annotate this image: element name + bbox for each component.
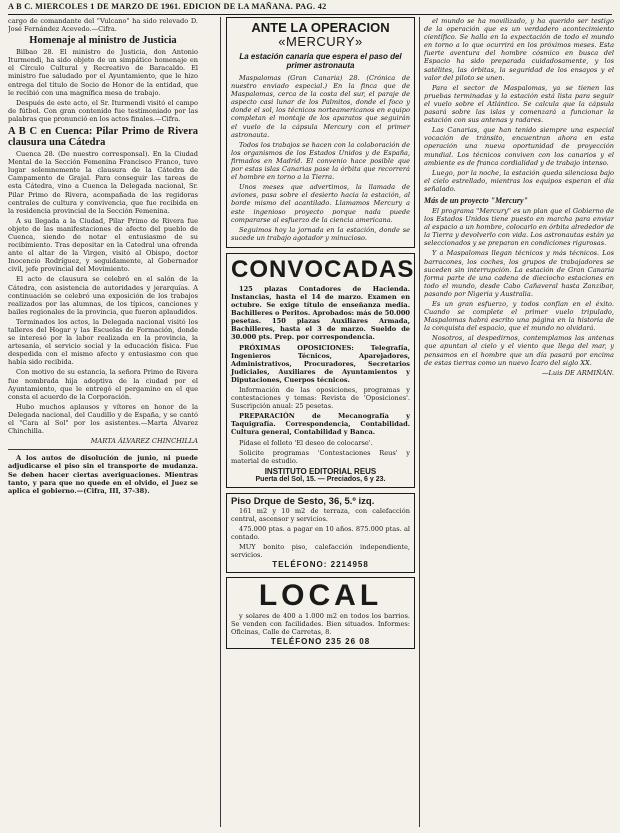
local-ad-title: LOCAL [258, 578, 383, 612]
article-paragraph: A los autos de disolución de junio, ni puede adjudicarse el piso sin el transporte de mudanza. Se deben hacer ciertas averiguaciones. Mientras tanto, y para que no quede en el olvido, el Juez se aplica el gobierno.—(Cifra, III, 37-38). [8, 454, 198, 495]
article-paragraph: Las Canarias, que han tenido siempre una especial vocación de tránsito, encuentran ahora en esta operación una nueva oportunidad de proyección mundial. Los técnicos conviven con los canarios y el ambiente es de franca cordialidad y de trabajo intenso. [424, 126, 614, 167]
article-paragraph: Cuenca 28. (De nuestro corresponsal). En la Ciudad Mental de la Sección Femenina Francisco Franco, tuvo lugar solemnemente la clausura de la Cátedra de Campamento de Grajal. Para conseguir las tareas de esta Cátedra, vino a Cuenca la Delegada nacional, Sr. Pilar Primo de Rivera, acompañada de las regidoras centrales de cultura y convivencia, que fue recibida en la residencia provincial de la Sección Femenina. [8, 150, 198, 215]
ad-paragraph: 161 m2 y 10 m2 de terraza, con calefacción central, ascensor y servicios. [231, 506, 410, 523]
article-paragraph: Unos meses que advertimos, la llamada de aviones, pasa sobre el desierto hacia la estación, al borde mismo del acantilado. Llamamos Mercury a este ingenioso proyecto porque nada puede compararse al esfuerzo de la ciencia americana. [231, 183, 410, 224]
mercury-article-box [226, 17, 415, 248]
local-ad-phone: TELÉFONO 235 26 08 [270, 636, 371, 646]
article-paragraph: Todos los trabajos se hacen con la colaboración de los organismos de los Estados Unidos y de España, firmados en Madrid. El convenio hace posible que por estas islas Canarias pase la órbita que recorrerá el hombre en torno a la Tierra. [231, 140, 410, 182]
article-paragraph: Es un gran esfuerzo, y todos confían en el éxito. Cuando se complete el primer vuelo tripulado, Maspalomas habrá escrito una página en la historia de la conquista del espacio, que el mundo no olvidará. [424, 300, 614, 333]
ad-address: Puerta del Sol, 15. — Preciados, 6 y 23. [255, 475, 386, 483]
page-header: A B C. MIERCOLES 1 DE MARZO DE 1961. EDICION DE LA MAÑANA. PAG. 42 [8, 2, 612, 15]
article-paragraph: Con motivo de su estancia, la señora Primo de Rivera fue nombrada hija adoptiva de la ciudad por el Ayuntamiento, que le entregó el pergamino en el que consta el acuerdo de la Corporación. [8, 368, 198, 401]
article-paragraph: el mundo se ha movilizado, y ha querido ser testigo de la operación que es un verdadero acontecimiento científico. Se halla en la expectación de todo el mundo en torno a lo que ocurrirá en los próximos meses. Esta fuerte aventura del hombre cósmico en busca del Espacio ha sido preparada cuidadosamente, y los satélites, las órbitas, la seguridad de los ensayos y el valor del piloto se unen. [424, 17, 614, 82]
mercury-subheadline: «MERCURY» [278, 34, 363, 49]
column-center [226, 17, 415, 827]
ad-paragraph: 475.000 ptas. a pagar en 10 años. 875.000 ptas. al contado. [231, 525, 410, 542]
article-subheading: Más de un proyecto "Mercury" [424, 195, 528, 205]
article-paragraph: Nosotros, al despedirnos, contemplamos las antenas que apuntan al cielo y el viento que llega del mar, y pensamos en el hombre que un día pasará por encima de estas tierras como un nuevo Ícaro del siglo XX. [424, 334, 614, 367]
piso-ad [226, 493, 415, 573]
convocadas-ad [226, 253, 415, 488]
article-paragraph: El programa "Mercury" es un plan que el Gobierno de los Estados Unidos tiene puesto en marcha para enviar al espacio a un hombre, colocarlo en órbita alrededor de la Tierra y devolverlo con vida. Los astronautas están ya seleccionados y se preparan en condiciones rigurosas. [424, 206, 614, 248]
column-divider [220, 17, 221, 827]
column-left [8, 17, 198, 827]
column-divider [419, 17, 420, 827]
article-paragraph: Terminados los actos, la Delegada nacional visitó los talleres del Hogar y las Escuelas de Formación, donde se interesó por la labor realizada en la provincia, la artesanía, el servicio social y la educación física. Fue despedida con el mismo afecto y entusiasmo con que había sido recibida. [8, 317, 198, 367]
article-paragraph: Bilbao 28. El ministro de Justicia, don Antonio Iturmendi, ha sido objeto de un simpático homenaje en el Círculo Cultural y Recreativo de Baracaldo. El ministro fue saludado por el Ayuntamiento, que le hizo entrega del título de Socio de Honor de la entidad, que le recibió con una magnífica mesa de trabajo. [8, 48, 198, 97]
ad-paragraph: Pídase el folleto 'El deseo de colocarse'. [239, 438, 373, 447]
piso-ad-title: Piso Drque de Sesto, 36, 5.º izq. [231, 495, 375, 507]
mercury-headline: ANTE LA OPERACION [251, 20, 390, 35]
convocadas-title: CONVOCADAS [231, 255, 415, 283]
article-signature: —Luis DE ARMIÑÁN. [541, 368, 614, 377]
article-paragraph: Luego, por la noche, la estación queda silenciosa bajo el cielo estrellado, mientras los equipos esperan el día señalado. [424, 168, 614, 193]
article-paragraph: Maspalomas (Gran Canaria) 28. (Crónica de nuestro enviado especial.) En la finca que de Maspalomas, cerca de la costa del sur, el paraje de aspecto casi lunar de los Palmitos, donde el foco y donde el sol, los técnicos norteamericanos en equipo completan el montaje de los aparatos que seguirán el vuelo de la cápsula Mercury con el primer astronauta. [231, 74, 410, 139]
ad-paragraph: MUY bonito piso, calefacción independiente, servicios. [231, 543, 410, 560]
ad-paragraph: y solares de 400 a 1.000 m2 en todos los barrios. Se venden con facilidades. Bien situados. Informes: Oficinas, Calle de Carretas, 8. [231, 611, 410, 636]
article-headline-homenaje: Homenaje al ministro de Justicia [29, 35, 177, 47]
mercury-deck: La estación canaria que espera el paso del primer astronauta [239, 52, 402, 70]
article-paragraph: El acto de clausura se celebró en el salón de la Cátedra, con asistencia de autoridades y jerarquías. A continuación se celebró una exposición de los trabajos realizados por las alumnas, de los típicos, canciones y bailes regionales de la provincia, que fueron aplaudidos. [8, 275, 198, 316]
article-paragraph: Para el sector de Maspalomas, ya se tienen las pruebas terminadas y la estación está lista para seguir el vuelo sobre el Atlántico. Se calcula que la cápsula pasará sobre las islas y comenzará a funcionar la estación con sus antenas y radares. [424, 83, 614, 125]
article-paragraph: Seguimos hoy la jornada en la estación, donde se sucede un trabajo agotador y minucioso. [231, 225, 410, 242]
article-paragraph: A su llegada a la Ciudad, Pilar Primo de Rivera fue objeto de las manifestaciones de afecto del pueblo de Cuenca, siendo de notar el entusiasmo de su recibimiento. Tras depositar en la Catedral una ofrenda ante el altar de la Virgen, visitó al Obispo, doctor Inocencio Rodríguez, y seguidamente, al Gobernador civil, jefe provincial del Movimiento. [8, 216, 198, 274]
ad-paragraph: Información de las oposiciones, programas y contestaciones y temas: Revista de 'Oposiciones'. Suscripción anual: 25 pesetas. [231, 386, 410, 411]
ad-institution: INSTITUTO EDITORIAL REUS [264, 466, 377, 476]
local-ad [226, 577, 415, 649]
article-signature: MARTA ÁLVAREZ CHINCHILLA [90, 437, 198, 446]
article-intro: cargo de comandante del "Vulcano" ha sido relevado D. José Fernández Acevedo.—Cifra. [8, 17, 198, 34]
article-paragraph: Después de este acto, el Sr. Iturmendi visitó el campo de fútbol. Con gran contenido fue testimoniado por las palabras que pronunció en los actos finales.—Cifra. [8, 98, 198, 123]
ad-paragraph: PREPARACIÓN de Mecanografía y Taquigrafía. Correspondencia, Contabilidad. Cultura general, Contabilidad y Banca. [231, 412, 410, 437]
ad-paragraph: 125 plazas Contadores de Hacienda. Instancias, hasta el 14 de marzo. Examen en octubre. Se exige título de enseñanza media. Bachilleres o Peritos. Aprobados: más de 50.000 pesetas. 150 plazas Auxiliares Armada, Bachilleres, hasta el 3 de marzo. Sueldo de 30.000 pts. Prep. por correspondencia. [231, 284, 410, 342]
ad-paragraph: PRÓXIMAS OPOSICIONES: Telegrafía, Ingenieros Técnicos, Aparejadores, Administrativos, Procuradores, Secretarios Judiciales, Auxiliares de Ayuntamientos y Diputaciones, Cuerpos técnicos. [231, 343, 410, 384]
separator [8, 449, 198, 450]
article-paragraph: Y a Maspalomas llegan técnicos y más técnicos. Los barracones, los coches, los grupos de trabajadores se suceden sin interrupción. La estación de Gran Canaria forma parte de una cadena de dieciocho estaciones en todo el mundo, desde Cabo Cañaveral hasta Zanzíbar, pasando por Nigeria y Australia. [424, 249, 614, 298]
article-headline-cuenca: A B C en Cuenca: Pilar Primo de Rivera clausura una Cátedra [8, 126, 198, 149]
article-paragraph: Hubo muchos aplausos y vítores en honor de la Delegada nacional, del Caudillo y de España, y se cantó el "Cara al Sol" por los asistentes.—Marta Álvarez Chinchilla. [8, 402, 198, 436]
column-right [424, 17, 614, 827]
piso-ad-phone: TELÉFONO: 2214958 [272, 560, 369, 570]
ad-paragraph: Solicite programas 'Contestaciones Reus' y material de estudio. [231, 448, 410, 465]
